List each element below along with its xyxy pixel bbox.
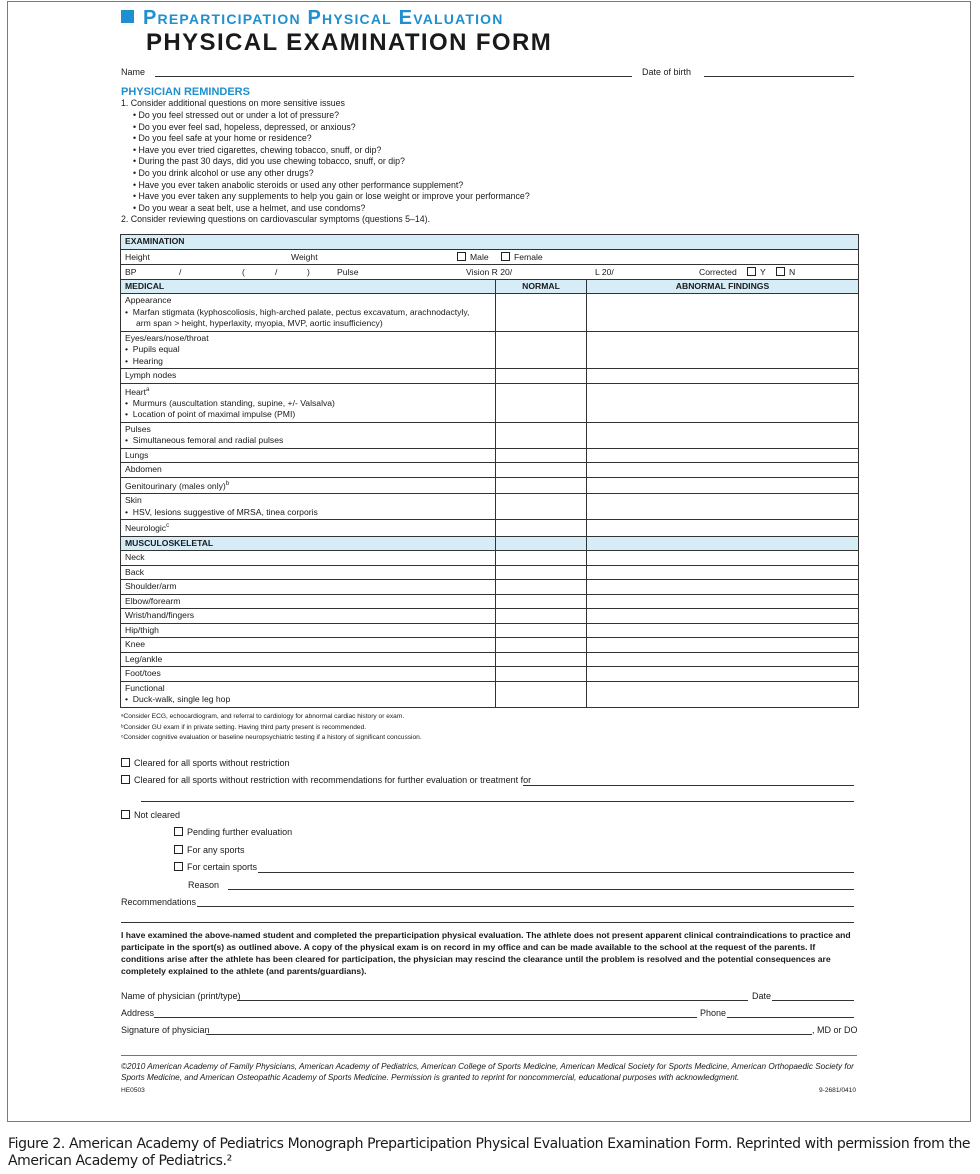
exam-item-label: Knee: [125, 639, 146, 650]
exam-sub-item: [125, 344, 491, 356]
abnormal-findings-cell[interactable]: [587, 638, 859, 653]
cleared-with-recs-label: Cleared for all sports without restriction with recommendations for further evaluation or treatment for: [134, 775, 532, 785]
exam-item: [121, 494, 496, 520]
exam-item: [121, 520, 496, 536]
exam-item-label: Neurologic: [125, 523, 167, 534]
bullet-icon: •: [125, 694, 133, 705]
exam-sub-text: Marfan stigmata (kyphoscoliosis, high-arched palate, pectus excavatum, arachnodactyly,: [132, 306, 470, 317]
exam-sub-item: [125, 318, 491, 330]
exam-item-label: Wrist/hand/fingers: [125, 610, 195, 621]
exam-sub-text: Simultaneous femoral and radial pulses: [132, 435, 284, 446]
reminder-bullet-text: Do you drink alcohol or use any other drugs?: [138, 168, 314, 178]
abnormal-findings-cell[interactable]: [587, 448, 859, 463]
normal-cell[interactable]: [496, 477, 587, 493]
normal-cell[interactable]: [496, 369, 587, 384]
checkbox-icon: [174, 862, 183, 871]
reason-label: Reason: [188, 880, 220, 890]
abnormal-findings-cell[interactable]: [587, 494, 859, 520]
name-field[interactable]: [155, 76, 632, 77]
exam-row: [121, 494, 859, 520]
exam-row: [121, 565, 859, 580]
normal-cell[interactable]: [496, 294, 587, 332]
abnormal-findings-cell[interactable]: [587, 331, 859, 369]
cleared-with-recs-option[interactable]: [121, 775, 531, 785]
corrected-yes[interactable]: [747, 267, 766, 279]
physician-name-label: Name of physician (print/type): [121, 991, 241, 1001]
form-number: 9-2681/0410: [818, 1087, 856, 1094]
exam-item-label: Elbow/forearm: [125, 595, 181, 606]
bullet-icon: •: [133, 156, 139, 167]
reminder-bullet-text: Do you ever feel sad, hopeless, depressed, or anxious?: [138, 121, 356, 132]
exam-row: [121, 383, 859, 422]
checkbox-icon: [121, 758, 130, 767]
exam-row: [121, 638, 859, 653]
date-label: Date: [752, 991, 772, 1001]
normal-header: NORMAL: [496, 279, 587, 294]
dob-label: Date of birth: [642, 67, 692, 77]
weight-label: Weight: [291, 251, 318, 262]
exam-row: [121, 681, 859, 707]
checkbox-icon: [457, 252, 466, 261]
recommendations-label: Recommendations: [121, 897, 197, 907]
bullet-icon: •: [133, 144, 139, 155]
reminder-item-1: 1. Consider additional questions on more sensitive issues: [121, 98, 345, 108]
bullet-icon: •: [125, 409, 133, 420]
abnormal-findings-cell[interactable]: [587, 294, 859, 332]
exam-item: [121, 369, 496, 384]
normal-cell[interactable]: [496, 594, 587, 609]
normal-cell[interactable]: [496, 331, 587, 369]
footnote-marker: c: [166, 523, 170, 530]
phone-field[interactable]: [727, 1017, 854, 1018]
exam-item: [121, 422, 496, 448]
musculoskeletal-header: MUSCULOSKELETAL: [121, 536, 496, 551]
exam-sub-text: Location of point of maximal impulse (PMI): [132, 409, 296, 420]
exam-item: [121, 580, 496, 595]
bullet-icon: •: [125, 306, 133, 317]
exam-item: [121, 551, 496, 566]
reminder-bullet: [133, 110, 339, 122]
no-label: N: [789, 266, 796, 277]
exam-sub-text: Murmurs (auscultation standing, supine, +/- Valsalva): [132, 397, 335, 408]
normal-cell[interactable]: [496, 667, 587, 682]
exam-row: [121, 623, 859, 638]
female-label: Female: [514, 251, 543, 262]
exam-sub-text: Pupils equal: [132, 344, 180, 354]
exam-sub-item: [125, 694, 491, 706]
bp-label: BP: [125, 266, 137, 277]
exam-item-label: Functional: [125, 682, 165, 693]
normal-cell[interactable]: [496, 383, 587, 422]
exam-row: [121, 667, 859, 682]
normal-cell[interactable]: [496, 609, 587, 624]
exam-row: [121, 609, 859, 624]
normal-cell[interactable]: [496, 448, 587, 463]
certain-sports-field[interactable]: [258, 872, 854, 873]
footnote-marker: a: [146, 386, 150, 393]
abnormal-header: ABNORMAL FINDINGS: [587, 279, 859, 294]
vision-left-label: L 20/: [595, 266, 614, 277]
bullet-icon: •: [133, 179, 139, 190]
certain-sports-option[interactable]: [174, 862, 257, 872]
form-title: [121, 7, 504, 30]
reason-field[interactable]: [228, 889, 854, 890]
abnormal-findings-cell[interactable]: [587, 477, 859, 493]
exam-item-label: Hip/thigh: [125, 624, 159, 635]
square-icon: [121, 10, 134, 23]
exam-sub-text: HSV, lesions suggestive of MRSA, tinea corporis: [132, 506, 318, 517]
reminder-bullet: [133, 168, 314, 180]
abnormal-findings-cell[interactable]: [587, 594, 859, 609]
dob-field[interactable]: [704, 76, 854, 77]
checkbox-icon: [747, 267, 756, 276]
exam-row: [121, 551, 859, 566]
exam-item-label: Eyes/ears/nose/throat: [125, 332, 209, 343]
exam-item: [121, 565, 496, 580]
not-cleared-label: Not cleared: [134, 810, 181, 820]
exam-item-label: Lymph nodes: [125, 370, 177, 380]
abnormal-findings-cell[interactable]: [587, 463, 859, 478]
corrected-no[interactable]: [776, 267, 795, 279]
address-label: Address: [121, 1008, 155, 1018]
bp-slash: /: [179, 266, 182, 277]
abnormal-findings-cell[interactable]: [587, 652, 859, 667]
exam-item: [121, 652, 496, 667]
divider: [121, 1055, 857, 1056]
name-label: Name: [121, 67, 146, 77]
signature-field[interactable]: [206, 1034, 812, 1035]
bullet-icon: •: [125, 506, 133, 517]
pending-label: Pending further evaluation: [187, 827, 293, 837]
exam-sub-item: [125, 409, 491, 421]
any-sports-label: For any sports: [187, 845, 245, 855]
exam-sub-item: [125, 307, 491, 319]
checkbox-icon: [121, 810, 130, 819]
checkbox-icon: [121, 775, 130, 784]
reminder-bullet-text: Do you wear a seat belt, use a helmet, and use condoms?: [138, 202, 366, 213]
normal-cell[interactable]: [496, 681, 587, 707]
recommendations-field-2[interactable]: [121, 922, 854, 923]
normal-cell[interactable]: [496, 565, 587, 580]
normal-cell[interactable]: [496, 580, 587, 595]
abnormal-findings-cell[interactable]: [587, 623, 859, 638]
abnormal-findings-cell[interactable]: [587, 667, 859, 682]
recommendations-field[interactable]: [197, 906, 854, 907]
exam-sub-item: [125, 435, 491, 447]
physician-statement: I have examined the above-named student and completed the preparticipation physical evaluation. The athlete does not present apparent clinical contraindications to practice and participate in the sport(s) as outlined above. A copy of the physical exam is on record in my office and can be made available to the school at the request of the parents. If conditions arise after the athlete has been cleared for participation, the physician may rescind the clearance until the problem is resolved and the potential consequences are completely explained to the athlete (and parents/guardians).: [121, 930, 851, 976]
exam-row: [121, 594, 859, 609]
reminder-bullet-text: Do you feel stressed out or under a lot of pressure?: [138, 110, 340, 120]
exam-item-label: Back: [125, 566, 145, 577]
exam-item-label: Neck: [125, 552, 145, 563]
abnormal-findings-cell[interactable]: [587, 369, 859, 384]
reminder-bullet: [133, 203, 365, 215]
address-field[interactable]: [154, 1017, 697, 1018]
bullet-icon: •: [133, 168, 139, 178]
bullet-icon: •: [133, 202, 139, 213]
abnormal-findings-cell[interactable]: [587, 681, 859, 707]
exam-item-label: Skin: [125, 495, 142, 506]
certain-sports-label: For certain sports: [187, 862, 258, 872]
footnote: ᵃConsider ECG, echocardiogram, and referral to cardiology for abnormal cardiac history or exam.: [121, 713, 405, 720]
reminder-bullet: [133, 156, 405, 168]
exam-item: [121, 448, 496, 463]
exam-item: [121, 477, 496, 493]
vitals-row: [121, 264, 859, 279]
bullet-icon: •: [133, 133, 139, 144]
recs-field-2[interactable]: [141, 801, 854, 802]
footnote: ᶜConsider cognitive evaluation or baseline neuropsychiatric testing if a history of significant concussion.: [121, 734, 422, 741]
bullet-icon: •: [133, 191, 139, 202]
bullet-icon: •: [125, 435, 133, 446]
exam-sub-text: arm span > height, hyperlaxity, myopia, MVP, aortic insufficiency): [136, 318, 383, 328]
reminder-bullet: [133, 145, 381, 157]
abnormal-findings-cell[interactable]: [587, 383, 859, 422]
exam-item-label: Foot/toes: [125, 668, 161, 679]
exam-table: [120, 234, 859, 708]
date-field[interactable]: [772, 1000, 854, 1001]
exam-item-label: Pulses: [125, 423, 151, 434]
reminder-bullet-text: During the past 30 days, did you use chewing tobacco, snuff, or dip?: [138, 156, 405, 167]
reminder-bullet-text: Have you ever taken anabolic steroids or used any other performance supplement?: [138, 179, 464, 190]
normal-cell[interactable]: [496, 494, 587, 520]
copyright: ©2010 American Academy of Family Physicians, American Academy of Pediatrics, American College of Sports Medicine, American Medical Society for Sports Medicine, American Orthopaedic Society for Sports Medicine, and American Osteopathic Academy of Sports Medicine. Permission is granted to reprint for noncommercial, educational purposes with acknowledgment.: [121, 1062, 854, 1082]
any-sports-option[interactable]: [174, 845, 245, 855]
exam-item: [121, 383, 496, 422]
md-do-label: , MD or DO: [812, 1025, 858, 1035]
not-cleared-option[interactable]: [121, 810, 180, 820]
phone-label: Phone: [700, 1008, 727, 1018]
exam-item: [121, 594, 496, 609]
checkbox-icon: [776, 267, 785, 276]
exam-item-label: Genitourinary (males only): [125, 480, 226, 491]
exam-row: [121, 580, 859, 595]
reminder-bullet: [133, 180, 463, 192]
vision-right-label: Vision R 20/: [466, 266, 513, 277]
exam-item: [121, 463, 496, 478]
exam-item-label: Appearance: [125, 295, 172, 305]
normal-cell[interactable]: [496, 551, 587, 566]
yes-label: Y: [760, 266, 766, 277]
reminder-item-2: 2. Consider reviewing questions on cardiovascular symptoms (questions 5–14).: [121, 214, 431, 224]
footnote: ᵇConsider GU exam if in private setting. Having third party present is recommended.: [121, 723, 367, 731]
musculoskeletal-header-row: [121, 536, 859, 551]
male-option[interactable]: [457, 252, 489, 264]
exam-row: [121, 294, 859, 332]
bullet-icon: •: [125, 355, 133, 366]
medical-header: MEDICAL: [121, 279, 496, 294]
exam-sub-item: [125, 507, 491, 519]
pulse-label: Pulse: [337, 266, 359, 277]
pending-option[interactable]: [174, 827, 292, 837]
exam-item: [121, 623, 496, 638]
exam-sub-item: [125, 356, 491, 368]
exam-sub-item: [125, 398, 491, 410]
height-label: Height: [125, 251, 150, 262]
normal-cell[interactable]: [496, 463, 587, 478]
abnormal-findings-cell: [587, 536, 859, 551]
normal-cell: [496, 536, 587, 551]
checkbox-icon: [174, 845, 183, 854]
abnormal-findings-cell[interactable]: [587, 609, 859, 624]
exam-item: [121, 638, 496, 653]
reminder-bullet-text: Have you ever taken any supplements to help you gain or lose weight or improve your performance?: [138, 191, 530, 202]
exam-item: [121, 609, 496, 624]
reminders-title: PHYSICIAN REMINDERS: [121, 86, 250, 98]
male-label: Male: [470, 251, 489, 262]
exam-item: [121, 331, 496, 369]
abnormal-findings-cell[interactable]: [587, 551, 859, 566]
form-code: HE0503: [121, 1087, 145, 1094]
normal-cell[interactable]: [496, 652, 587, 667]
exam-item-label: Lungs: [125, 449, 149, 460]
bullet-icon: •: [125, 397, 133, 408]
exam-item-label: Shoulder/arm: [125, 581, 177, 592]
exam-row: [121, 477, 859, 493]
examination-header: EXAMINATION: [121, 235, 859, 250]
exam-row: [121, 652, 859, 667]
exam-row: [121, 422, 859, 448]
checkbox-icon: [501, 252, 510, 261]
exam-row: [121, 520, 859, 536]
checkbox-icon: [174, 827, 183, 836]
normal-cell[interactable]: [496, 422, 587, 448]
abnormal-findings-cell[interactable]: [587, 520, 859, 536]
reminder-bullet-text: Have you ever tried cigarettes, chewing tobacco, snuff, or dip?: [138, 144, 382, 155]
female-option[interactable]: [501, 252, 543, 264]
bp-close-paren: ): [307, 266, 310, 277]
cleared-option[interactable]: [121, 758, 290, 768]
form-subtitle: PHYSICAL EXAMINATION FORM: [146, 29, 553, 56]
bullet-icon: •: [133, 110, 139, 120]
reminder-bullet: [133, 122, 356, 134]
abnormal-findings-cell[interactable]: [587, 422, 859, 448]
abnormal-findings-cell[interactable]: [587, 565, 859, 580]
footnote-marker: b: [225, 480, 230, 487]
exam-row: [121, 463, 859, 478]
bp-open-paren: (: [242, 266, 245, 277]
physician-name-field[interactable]: [237, 1000, 748, 1001]
exam-item: [121, 667, 496, 682]
exam-row: [121, 448, 859, 463]
reminder-bullet-text: Do you feel safe at your home or residence?: [138, 133, 312, 144]
height-weight-row: [121, 249, 859, 264]
exam-item: [121, 681, 496, 707]
form-title-text: Preparticipation Physical Evaluation: [143, 7, 504, 29]
exam-sub-text: Duck-walk, single leg hop: [132, 694, 231, 705]
cleared-label: Cleared for all sports without restriction: [134, 758, 290, 768]
reminder-bullet: [133, 191, 530, 203]
recs-field[interactable]: [523, 785, 854, 786]
signature-label: Signature of physician: [121, 1025, 210, 1035]
exam-row: [121, 331, 859, 369]
exam-item: [121, 294, 496, 332]
bullet-icon: •: [133, 121, 139, 132]
figure-caption: Figure 2. American Academy of Pediatrics Monograph Preparticipation Physical Evaluation Examination Form. Reprinted with permission from the American Academy of Pediatrics.²: [8, 1136, 971, 1169]
normal-cell[interactable]: [496, 623, 587, 638]
exam-row: [121, 369, 859, 384]
exam-item-label: Leg/ankle: [125, 653, 163, 664]
exam-item-label: Heart: [125, 386, 147, 397]
abnormal-findings-cell[interactable]: [587, 580, 859, 595]
exam-sub-text: Hearing: [132, 355, 163, 366]
exam-item-label: Abdomen: [125, 464, 162, 475]
bullet-icon: •: [125, 344, 133, 354]
normal-cell[interactable]: [496, 638, 587, 653]
reminder-bullet: [133, 133, 312, 145]
normal-cell[interactable]: [496, 520, 587, 536]
bp-slash-2: /: [275, 266, 278, 277]
corrected-label: Corrected: [699, 266, 737, 277]
